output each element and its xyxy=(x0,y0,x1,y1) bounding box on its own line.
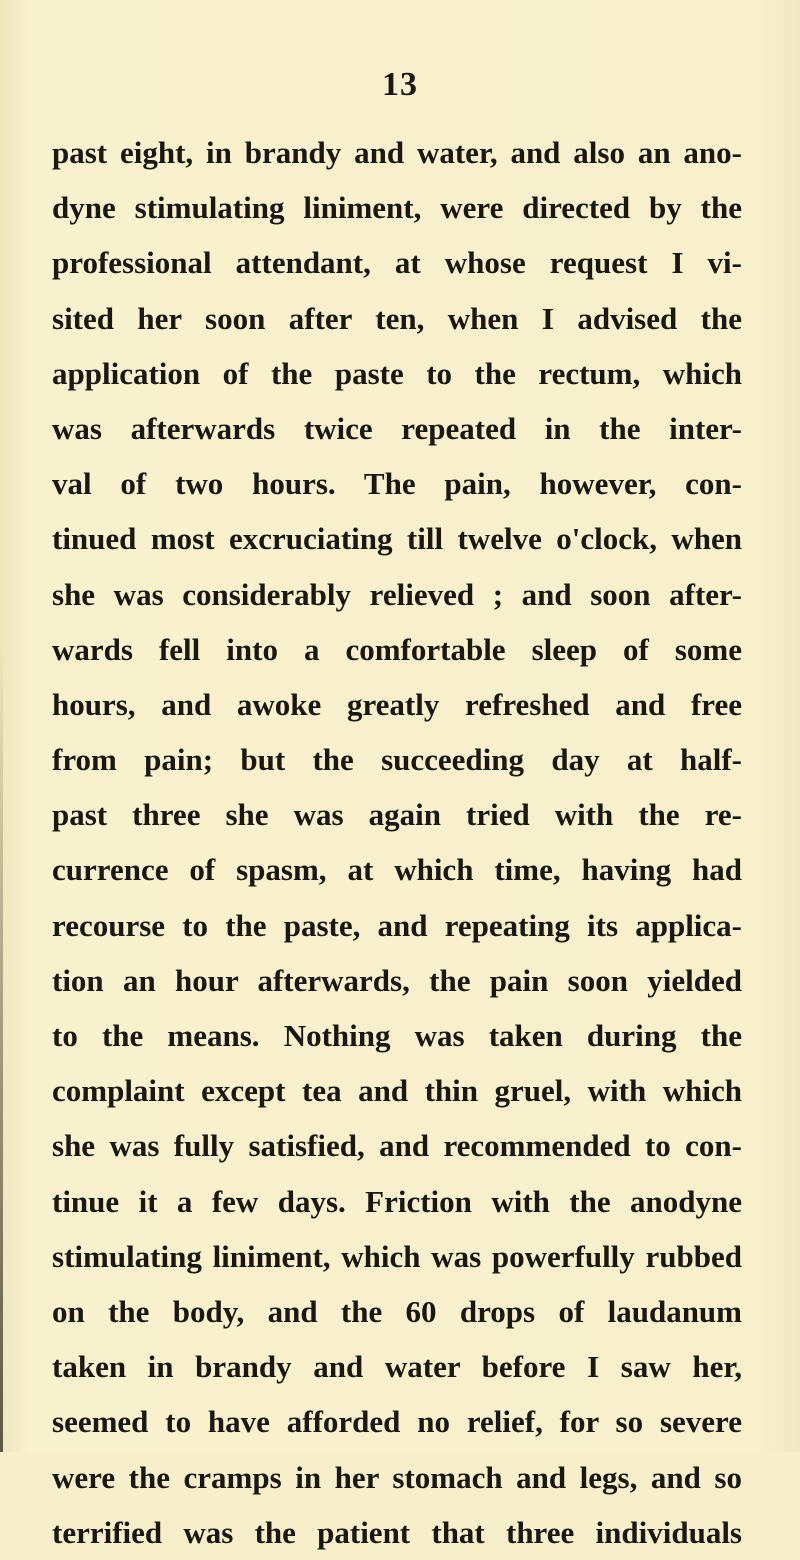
text-line: tinued most excruciating till twelve o'clock, when xyxy=(52,521,742,557)
text-line: recourse to the paste, and repeating its applica- xyxy=(52,907,742,943)
text-line: sited her soon after ten, when I advised the xyxy=(52,300,742,336)
text-line: was afterwards twice repeated in the inter- xyxy=(52,410,742,446)
text-line: application of the paste to the rectum, which xyxy=(52,355,742,391)
text-line: past three she was again tried with the re- xyxy=(52,797,742,833)
text-line: seemed to have afforded no relief, for so severe xyxy=(52,1404,742,1440)
text-line: hours, and awoke greatly refreshed and free xyxy=(52,686,742,722)
body-text xyxy=(52,125,742,1560)
text-line: complaint except tea and thin gruel, with which xyxy=(52,1073,742,1109)
text-line: dyne stimulating liniment, were directed by the xyxy=(52,190,742,226)
page-number: 13 xyxy=(382,66,418,103)
text-line: to the means. Nothing was taken during the xyxy=(52,1018,742,1053)
text-line: stimulating liniment, which was powerfully rubbed xyxy=(52,1238,742,1274)
text-line: currence of spasm, at which time, having had xyxy=(52,852,742,888)
page-edge-shadow xyxy=(0,640,3,1452)
text-line: tinue it a few days. Friction with the anodyne xyxy=(52,1183,742,1219)
text-line: she was considerably relieved ; and soon after- xyxy=(52,576,742,612)
text-line: taken in brandy and water before I saw her, xyxy=(52,1349,742,1385)
text-line: terrified was the patient that three individuals xyxy=(52,1514,742,1550)
text-line: wards fell into a comfortable sleep of some xyxy=(52,631,742,667)
text-line: past eight, in brandy and water, and also an ano- xyxy=(52,135,742,170)
text-line: tion an hour afterwards, the pain soon yielded xyxy=(52,962,742,998)
text-line: she was fully satisfied, and recommended to con- xyxy=(52,1128,742,1164)
text-line: on the body, and the 60 drops of laudanum xyxy=(52,1293,742,1329)
text-line: val of two hours. The pain, however, con- xyxy=(52,466,742,502)
text-line: professional attendant, at whose request I vi- xyxy=(52,245,742,281)
text-line: from pain; but the succeeding day at half- xyxy=(52,742,742,778)
text-line: were the cramps in her stomach and legs, and so xyxy=(52,1459,742,1495)
